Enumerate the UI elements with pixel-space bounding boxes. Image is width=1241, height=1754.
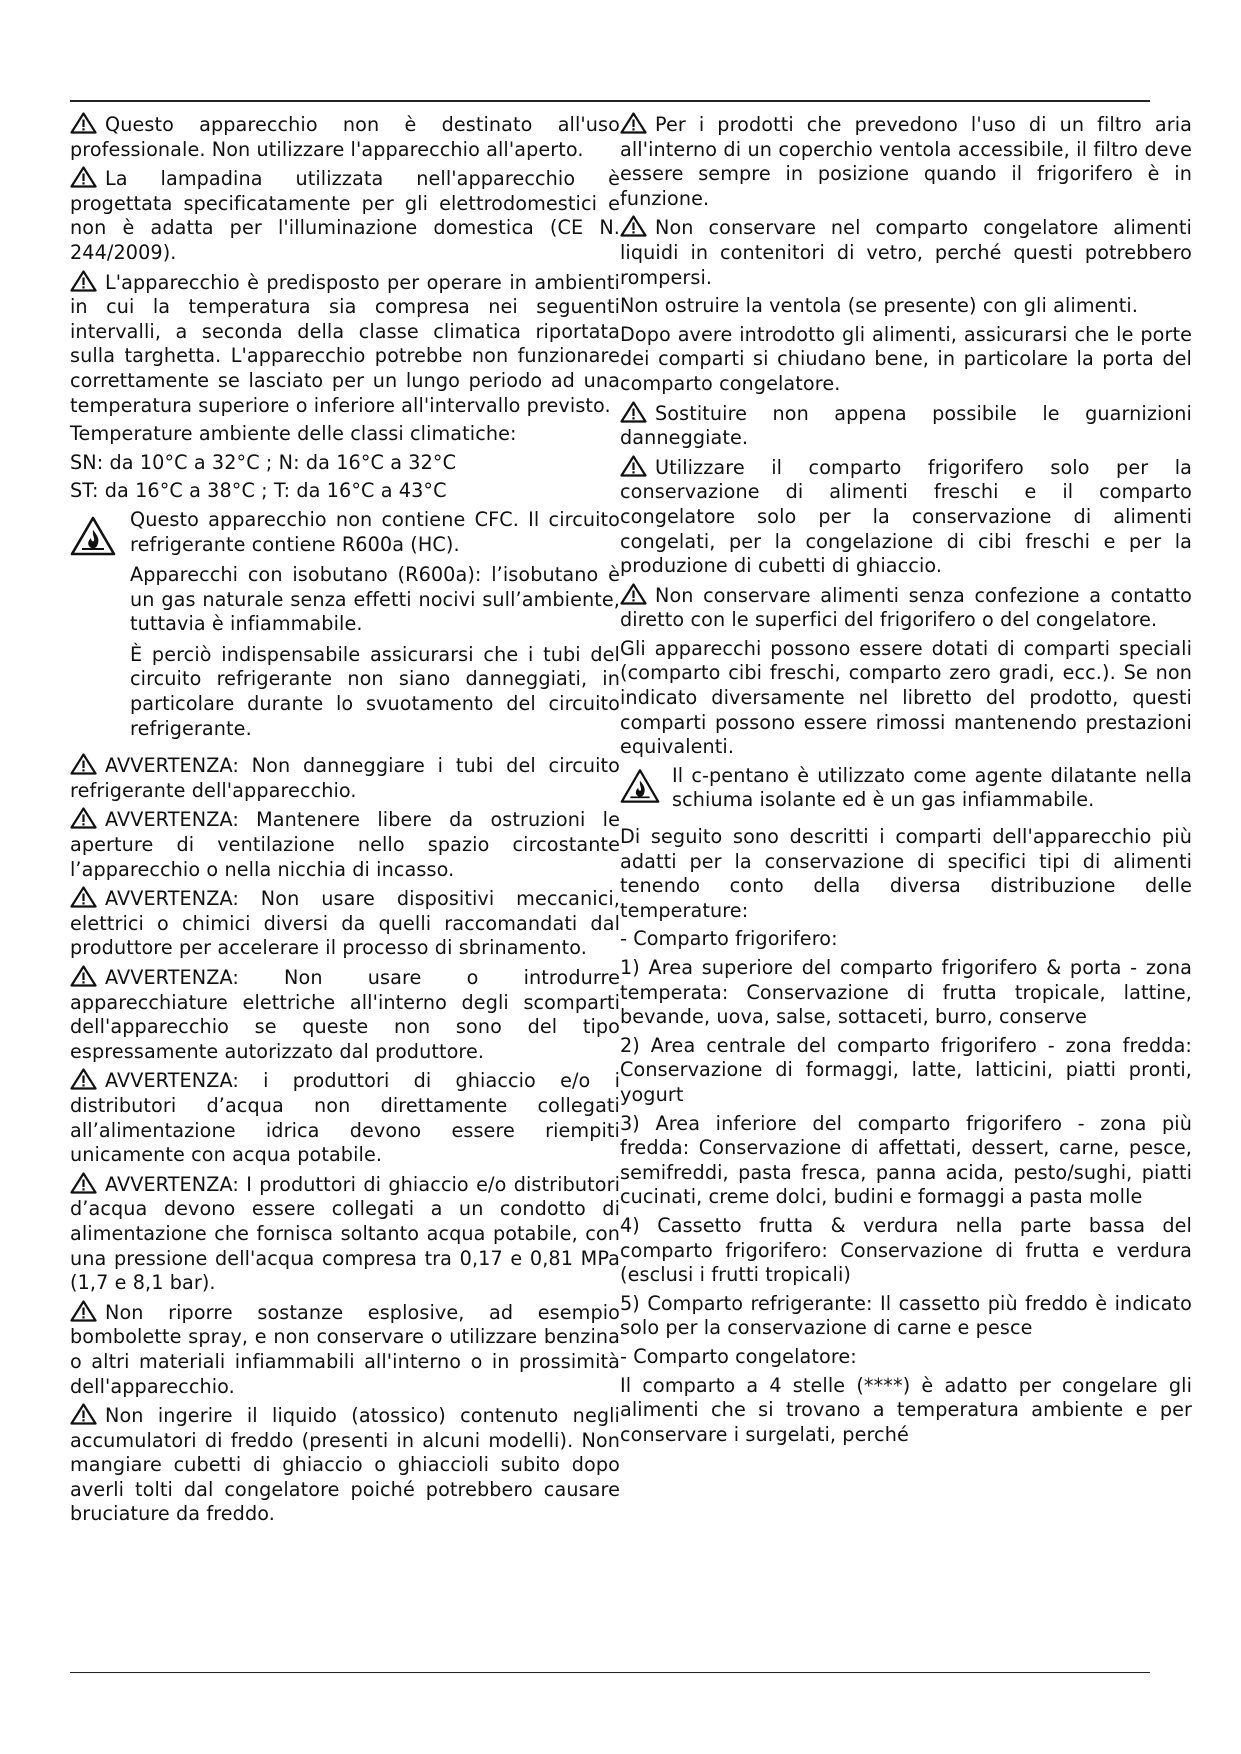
cpentane-warning-block — [620, 764, 1192, 819]
warning-triangle-icon — [620, 112, 647, 134]
paragraph: Dopo avere introdotto gli alimenti, assicurarsi che le porte dei comparti si chiudano bene, in particolare la porta del comparto congelatore. — [620, 322, 1192, 395]
warning-paragraph: Non riporre sostanze esplosive, ad esempio bombolette spray, e non conservare o utilizzare benzina o altri materiali infiammabili all'interno o in prossimità dell'apparecchio. — [70, 1300, 620, 1398]
bottom-rule — [70, 1672, 1150, 1673]
warning-triangle-icon — [70, 965, 97, 987]
warning-triangle-icon — [70, 807, 97, 829]
paragraph: Di seguito sono descritti i comparti dell'apparecchio più adatti per la conservazione di specifici tipi di alimenti tenendo conto della diversa distribuzione delle temperature: — [620, 825, 1192, 922]
warning-triangle-icon — [620, 215, 647, 237]
flammable-warning-block — [70, 508, 620, 747]
warning-paragraph: AVVERTENZA: Non usare dispositivi meccanici, elettrici o chimici diversi da quelli raccomandati dal produttore per accelerare il processo di sbrinamento. — [70, 887, 620, 960]
flammable-warning-icon — [620, 768, 662, 814]
right-paragraphs-a — [620, 112, 1192, 760]
warning-triangle-icon — [620, 583, 647, 605]
left-column — [70, 112, 620, 1531]
warning-paragraph: AVVERTENZA: i produttori di ghiaccio e/o i distributori d’acqua non direttamente collegati all’alimentazione idrica devono essere riempiti unicamente con acqua potabile. — [70, 1069, 620, 1167]
warning-paragraph: Sostituire non appena possibile le guarnizioni danneggiate. — [620, 401, 1192, 450]
paragraph: - Comparto frigorifero: — [620, 927, 838, 951]
warning-triangle-icon — [70, 112, 97, 134]
flammable-warning-icon — [70, 516, 120, 562]
warning-triangle-icon — [620, 455, 647, 477]
left-paragraphs-b — [70, 753, 620, 1527]
warning-paragraph: AVVERTENZA: Mantenere libere da ostruzioni le aperture di ventilazione nello spazio circostante l’apparecchio o nella nicchia di incasso. — [70, 808, 620, 881]
warning-paragraph: La lampadina utilizzata nell'apparecchio è progettata specificatamente per gli elettrodomestici e non è adatta per l'illuminazione domestica (CE N. 244/2009). — [70, 167, 620, 264]
paragraph: - Comparto congelatore: — [620, 1344, 857, 1368]
warning-paragraph: Non conservare alimenti senza confezione a contatto diretto con le superfici del frigorifero o del congelatore. — [620, 583, 1192, 632]
warning-triangle-icon — [70, 886, 97, 908]
paragraph: 1) Area superiore del comparto frigorifero & porta - zona temperata: Conservazione di frutta tropicale, lattine, bevande, uova, salse, sottaceti, burro, conserve — [620, 956, 1192, 1029]
warning-triangle-icon — [70, 270, 97, 292]
left-paragraphs-a — [70, 112, 620, 504]
paragraph: ST: da 16°C a 38°C ; T: da 16°C a 43°C — [70, 479, 447, 503]
flammable-paragraph: Questo apparecchio non contiene CFC. Il circuito refrigerante contiene R600a (HC). — [130, 507, 620, 556]
warning-paragraph: Questo apparecchio non è destinato all'uso professionale. Non utilizzare l'apparecchio all'aperto. — [70, 113, 620, 161]
right-paragraphs-b — [620, 825, 1192, 1447]
top-rule — [70, 100, 1150, 102]
warning-triangle-icon — [70, 753, 97, 775]
paragraph: 2) Area centrale del comparto frigorifero - zona fredda: Conservazione di formaggi, latte, latticini, piatti pronti, yogurt — [620, 1033, 1192, 1106]
paragraph: 5) Comparto refrigerante: Il cassetto più freddo è indicato solo per la conservazione di carne e pesce — [620, 1291, 1192, 1340]
warning-triangle-icon — [70, 1300, 97, 1322]
right-column — [620, 112, 1192, 1451]
warning-paragraph: Non conservare nel comparto congelatore alimenti liquidi in contenitori di vetro, perché questi potrebbero rompersi. — [620, 216, 1192, 289]
flammable-paragraph: Apparecchi con isobutano (R600a): l’isobutano è un gas naturale senza effetti nocivi sull’ambiente, tuttavia è infiammabile. — [130, 563, 620, 636]
warning-paragraph: L'apparecchio è predisposto per operare in ambienti in cui la temperatura sia compresa nei seguenti intervalli, a seconda della classe climatica riportata sulla targhetta. L'apparecchio potrebbe non funzionare correttamente se lasciato per un lungo periodo ad una temperatura superiore o inferiore all'intervallo previsto. — [70, 270, 620, 417]
warning-triangle-icon — [70, 166, 97, 188]
paragraph: Gli apparecchi possono essere dotati di comparti speciali (comparto cibi freschi, comparto zero gradi, ecc.). Se non indicato diversamente nel libretto del prodotto, questi comparti possono essere rimossi mantenendo prestazioni equivalenti. — [620, 636, 1192, 759]
paragraph: 3) Area inferiore del comparto frigorifero - zona più fredda: Conservazione di affettati, dessert, carne, pesce, semifreddi, pasta fresca, panna acida, pesto/sughi, piatti cucinati, creme dolci, budini e formaggi a pasta molle — [620, 1111, 1192, 1209]
flammable-paragraph: È perciò indispensabile assicurarsi che i tubi del circuito refrigerante non siano danneggiati, in particolare durante lo svuotamento del circuito refrigerante. — [130, 642, 620, 740]
cpentane-text: Il c-pentano è utilizzato come agente dilatante nella schiuma isolante ed è un gas infiammabile. — [672, 763, 1192, 812]
paragraph: SN: da 10°C a 32°C ; N: da 16°C a 32°C — [70, 450, 457, 474]
warning-paragraph: Per i prodotti che prevedono l'uso di un filtro aria all'interno di un coperchio ventola accessibile, il filtro deve essere sempre in posizione quando il frigorifero è in funzione. — [620, 113, 1192, 210]
warning-paragraph: Non ingerire il liquido (atossico) contenuto negli accumulatori di freddo (presenti in alcuni modelli). Non mangiare cubetti di ghiaccio o ghiaccioli subito dopo averli tolti dal congelatore poiché potrebbero causare bruciature da freddo. — [70, 1404, 620, 1526]
warning-triangle-icon — [70, 1172, 97, 1194]
paragraph: Il comparto a 4 stelle (****) è adatto per congelare gli alimenti che si trovano a temperatura ambiente e per conservare i surgelati, perché — [620, 1373, 1192, 1446]
warning-paragraph: AVVERTENZA: I produttori di ghiaccio e/o distributori d’acqua devono essere collegati a un condotto di alimentazione che fornisca soltanto acqua potabile, con una pressione dell'acqua compresa tra 0,17 e 0,81 MPa (1,7 e 8,1 bar). — [70, 1172, 620, 1295]
warning-triangle-icon — [70, 1403, 97, 1425]
paragraph: Non ostruire la ventola (se presente) con gli alimenti. — [620, 294, 1139, 318]
warning-triangle-icon — [70, 1068, 97, 1090]
flammable-warning-text — [130, 508, 620, 747]
warning-triangle-icon — [620, 401, 647, 423]
paragraph: 4) Cassetto frutta & verdura nella parte bassa del comparto frigorifero: Conservazione di frutta e verdura (esclusi i frutti tropicali) — [620, 1213, 1192, 1287]
paragraph: Temperature ambiente delle classi climatiche: — [70, 422, 517, 446]
warning-paragraph: AVVERTENZA: Non usare o introdurre apparecchiature elettriche all'interno degli scomparti dell'apparecchio se queste non sono del tipo espressamente autorizzato dal produttore. — [70, 966, 620, 1063]
warning-paragraph: Utilizzare il comparto frigorifero solo per la conservazione di alimenti freschi e il comparto congelatore solo per la conservazione di alimenti congelati, per la congelazione di cibi freschi e per la produzione di cubetti di ghiaccio. — [620, 455, 1192, 578]
warning-paragraph: AVVERTENZA: Non danneggiare i tubi del circuito refrigerante dell'apparecchio. — [70, 754, 620, 802]
